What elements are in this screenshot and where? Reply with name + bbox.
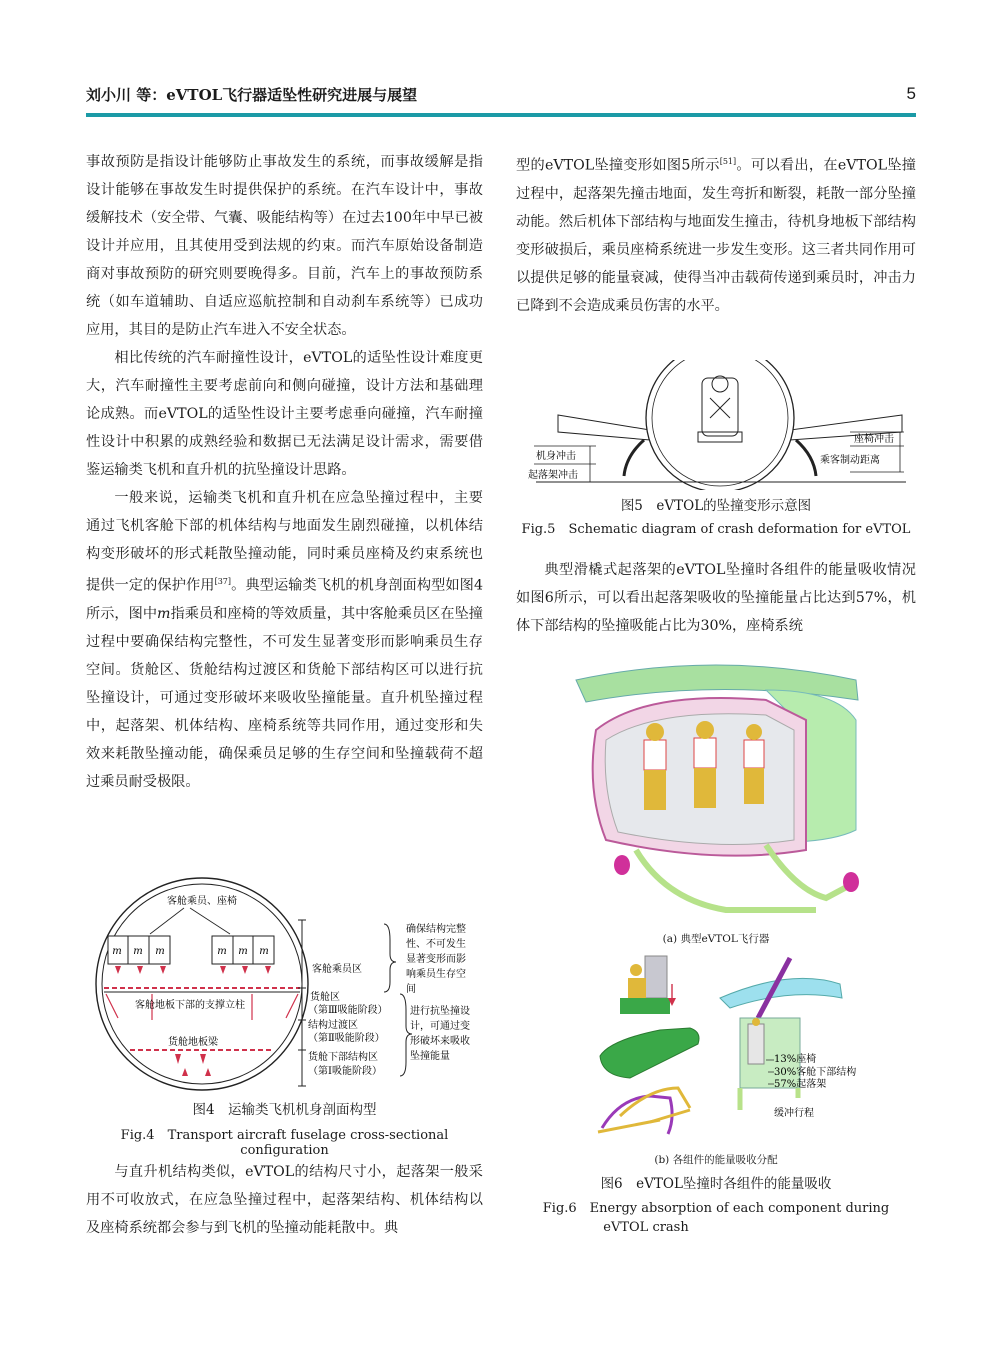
figure-4-caption-cn: 图4 运输类飞机机身剖面构型 — [192, 1102, 377, 1118]
left-column — [86, 148, 483, 796]
fig4-zone-cargo: 货舱区 — [310, 992, 340, 1003]
figure-4-fuselage-section — [90, 870, 490, 1095]
fig4-zone-cargo-stage: （第Ⅲ吸能阶段） — [308, 1005, 388, 1016]
paragraph-crashworthiness-comparison: 相比传统的汽车耐撞性设计，eVTOL的适坠性设计难度更大，汽车耐撞性主要考虑前向和侧向碰撞，设计方法和基础理论成熟。而eVTOL的适坠性设计主要考虑垂向碰撞，汽车耐撞性设计中积累的成熟经验和数据已无法满足设计需求，需要借鉴运输类飞机和直升机的抗坠撞设计思路。 — [86, 350, 483, 478]
fig4-zone-transition: 结构过渡区 — [308, 1020, 358, 1031]
citation[interactable]: [37] — [214, 577, 231, 586]
mass-label: m — [155, 946, 165, 957]
fig5-label-body-impact: 机身冲击 — [536, 451, 576, 462]
figure-6-caption-en-line2: eVTOL crash — [603, 1220, 689, 1235]
fig4-note-integrity: 确保结构完整 — [406, 924, 466, 935]
figure-5-caption-cn: 图5 eVTOL的坠撞变形示意图 — [620, 498, 812, 514]
fig4-note-integrity: 性、不可发生 — [406, 939, 466, 950]
fig4-zone-lower: 货舱下部结构区 — [308, 1052, 378, 1063]
fig4-note-integrity: 显著变形而影 — [406, 954, 466, 965]
fig4-note-crash-design: 坠撞能量 — [410, 1051, 450, 1062]
citation[interactable]: [51] — [719, 157, 737, 166]
fig6-pct-seat: 13%座椅 — [774, 1054, 817, 1065]
fig5-label-gear-impact: 起落架冲击 — [528, 470, 578, 481]
left-column-bottom — [86, 1158, 483, 1242]
figure-6a-subcaption: (a) 典型eVTOL飞行器 — [662, 933, 770, 945]
mass-label: m — [112, 946, 122, 957]
fig6-pct-lower-structure: 30%客舱下部结构 — [774, 1067, 857, 1078]
figure-4-caption-en: Fig.4 Transport aircraft fuselage cross-sectional configuration — [120, 1128, 449, 1158]
fig4-zone-transition-stage: （第Ⅱ吸能阶段） — [308, 1033, 385, 1044]
header-rule — [86, 113, 916, 117]
figure-6a-evtol-model — [566, 660, 866, 925]
mass-label: m — [133, 946, 143, 957]
paragraph-energy-absorption: 典型滑橇式起落架的eVTOL坠撞时各组件的能量吸收情况如图6所示，可以看出起落架吸收的坠撞能量占比达到57%，机体下部结构的坠撞吸能占比为30%，座椅系统 — [516, 562, 916, 634]
paragraph-aircraft-crash: 一般来说，运输类飞机和直升机在应急坠撞过程中，主要通过飞机客舱下部的机体结构与地面发生剧烈碰撞，以机体结构变形破坏的形式耗散坠撞动能，同时乘员座椅及约束系统也提供一定的保护作用[37]。典型运输类飞机的机身剖面构型如图4所示，图中m指乘员和座椅的等效质量，其中客舱乘员区在坠撞过程中要确保结构完整性，不可发生显著变形而影响乘员生存空间。货舱区、货舱结构过渡区和货舱下部结构区可以进行抗坠撞设计，可通过变形破坏来吸收坠撞能量。直升机坠撞过程中，起落架、机体结构、座椅系统等共同作用，通过变形和失效来耗散坠撞动能，确保乘员足够的生存空间和坠撞载荷不超过乘员耐受极限。 — [86, 490, 483, 790]
fig4-label-occupants: 客舱乘员、座椅 — [167, 896, 237, 907]
right-column — [516, 148, 916, 320]
fig5-label-braking-distance: 乘客制动距离 — [820, 455, 880, 466]
figure-5-crash-deformation — [526, 360, 916, 490]
paragraph-evtol-structure: 与直升机结构类似，eVTOL的结构尺寸小，起落架一般采用不可收放式，在应急坠撞过程中，起落架结构、机体结构以及座椅系统都会参与到飞机的坠撞动能耗散中。典 — [86, 1164, 483, 1236]
fig4-zone-lower-stage: （第Ⅰ吸能阶段） — [308, 1066, 382, 1077]
fig6-pct-landing-gear: 57%起落架 — [774, 1079, 827, 1090]
figure-6-caption-cn: 图6 eVTOL坠撞时各组件的能量吸收 — [600, 1176, 832, 1192]
paragraph-accident-prevention: 事故预防是指设计能够防止事故发生的系统，而事故缓解是指设计能够在事故发生时提供保护的系统。在汽车设计中，事故缓解技术（安全带、气囊、吸能结构等）在过去100年中早已被设计并应用，且其使用受到法规的约束。而汽车原始设备制造商对事故预防的研究则要晚得多。目前，汽车上的事故预防系统（如车道辅助、自适应巡航控制和自动刹车系统等）已成功应用，其目的是防止汽车进入不安全状态。 — [86, 154, 483, 338]
figure-5-caption-en: Fig.5 Schematic diagram of crash deformation for eVTOL — [521, 522, 911, 537]
paragraph-crash-deformation: 型的eVTOL坠撞变形如图5所示[51]。可以看出，在eVTOL坠撞过程中，起落架先撞击地面，发生弯折和断裂，耗散一部分坠撞动能。然后机体下部结构与地面发生撞击，待机身地板下部结构变形破损后，乘员座椅系统进一步发生变形。这三者共同作用可以提供足够的能量衰减，使得当冲击载荷传递到乘员时，冲击力已降到不会造成乘员伤害的水平。 — [516, 157, 916, 314]
mass-label: m — [238, 946, 248, 957]
figure-6-caption-en-line1: Fig.6 Energy absorption of each component during — [542, 1201, 890, 1216]
fig4-note-integrity: 响乘员生存空 — [406, 969, 466, 980]
fig4-note-crash-design: 进行抗坠撞设 — [410, 1006, 470, 1017]
running-header-title: 刘小川 等：eVTOL飞行器适坠性研究进展与展望 — [86, 86, 418, 104]
fig4-label-cargo-beam: 货舱地板梁 — [168, 1037, 218, 1048]
page-number: 5 — [906, 84, 916, 103]
fig4-note-integrity: 间 — [406, 984, 416, 995]
fig4-label-struts: 客舱地板下部的支撑立柱 — [135, 1000, 245, 1011]
figure-6b-energy-distribution — [590, 948, 910, 1148]
fig4-note-crash-design: 形破坏来吸收 — [410, 1036, 470, 1047]
fig6-label-stroke: 缓冲行程 — [774, 1108, 814, 1119]
figure-6b-subcaption: (b) 各组件的能量吸收分配 — [654, 1154, 778, 1166]
right-column-bottom — [516, 556, 916, 640]
fig5-label-seat-impact: 座椅冲击 — [854, 434, 894, 445]
fig4-label-cabin-zone: 客舱乘员区 — [312, 964, 362, 975]
mass-label: m — [259, 946, 269, 957]
mass-label: m — [217, 946, 227, 957]
fig4-note-crash-design: 计，可通过变 — [410, 1021, 470, 1032]
